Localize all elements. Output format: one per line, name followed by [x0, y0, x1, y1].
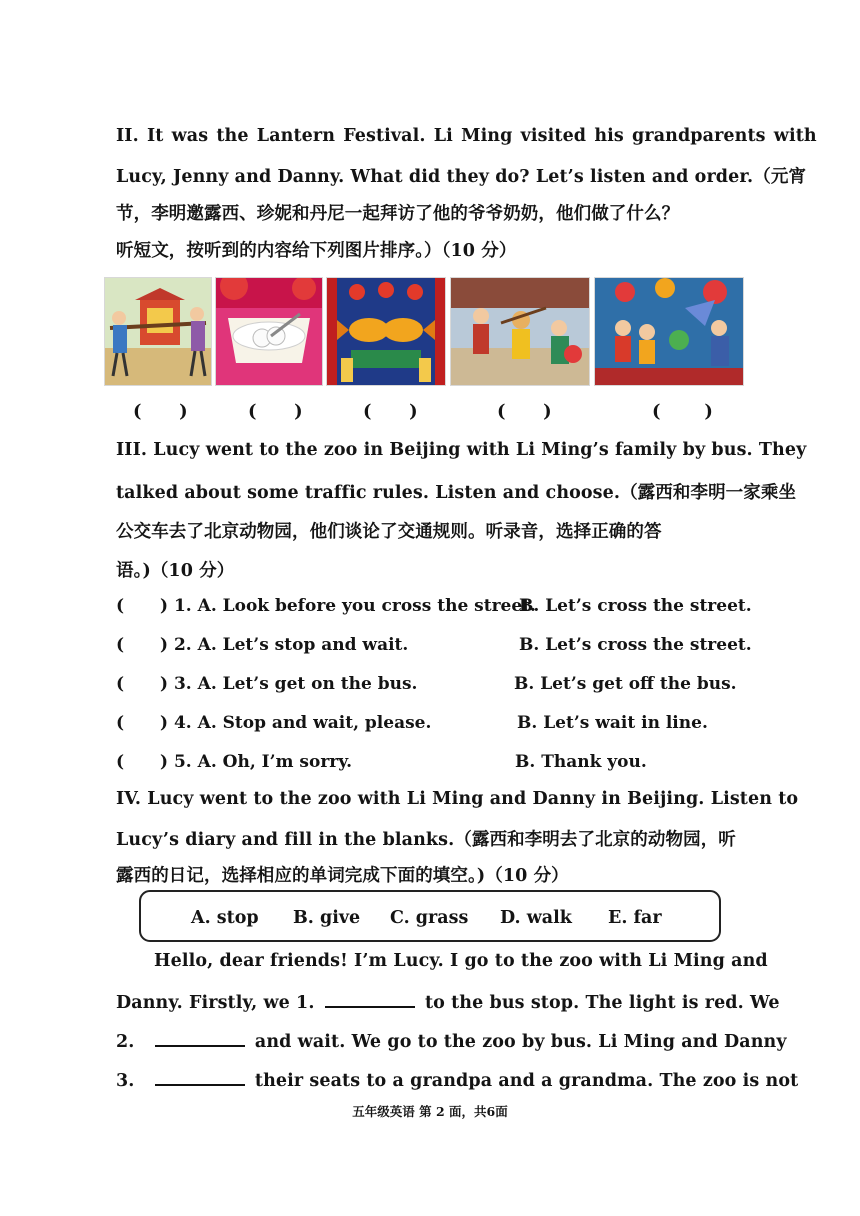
question-row-1: [116, 596, 756, 620]
picture-sedan-chair: [104, 277, 212, 386]
question-4-option-a: ) 4. A. Stop and wait, please.: [160, 713, 432, 733]
answer-slot-5[interactable]: ( ): [652, 401, 713, 422]
answer-slot-1[interactable]: ( ): [133, 401, 188, 422]
question-3-bracket[interactable]: (: [116, 674, 125, 694]
section3-line-2: talked about some traffic rules. Listen and choose.（露西和李明一家乘坐: [116, 483, 797, 503]
word-bank-option-e: E. far: [608, 908, 662, 928]
word-bank-option-c: C. grass: [390, 908, 469, 928]
word-bank-option-a: A. stop: [191, 908, 259, 928]
question-row-3: [116, 674, 756, 698]
question-2-option-a: ) 2. A. Let’s stop and wait.: [160, 635, 409, 655]
question-4-bracket[interactable]: (: [116, 713, 125, 733]
question-2-option-b: B. Let’s cross the street.: [519, 635, 752, 655]
section4-line-1: IV. Lucy went to the zoo with Li Ming and Danny in Beijing. Listen to: [116, 789, 799, 809]
section2-line-2: Lucy, Jenny and Danny. What did they do? Let’s listen and order.（元宵: [116, 167, 807, 187]
picture-lantern-fair: [594, 277, 744, 386]
word-bank-box: [139, 890, 721, 942]
question-2-bracket[interactable]: (: [116, 635, 125, 655]
section3-line-3: 公交车去了北京动物园，他们谈论了交通规则。听录音，选择正确的答: [116, 522, 662, 542]
word-bank-option-d: D. walk: [500, 908, 572, 928]
question-5-option-a: ) 5. A. Oh, I’m sorry.: [160, 752, 353, 772]
question-row-2: [116, 635, 756, 659]
passage-line-1: Hello, dear friends! I’m Lucy. I go to the zoo with Li Ming and: [154, 951, 768, 971]
passage-line-3: [116, 1029, 787, 1052]
blank-2[interactable]: [155, 1029, 245, 1047]
question-3-option-a: ) 3. A. Let’s get on the bus.: [160, 674, 418, 694]
passage-line-4: [116, 1068, 798, 1091]
question-1-option-b: B. Let’s cross the street.: [519, 596, 752, 616]
passage-line-4-end: their seats to a grandpa and a grandma. The zoo is not: [254, 1071, 799, 1091]
question-1-bracket[interactable]: (: [116, 596, 125, 616]
passage-line-2-start: Danny. Firstly, we 1.: [116, 993, 315, 1013]
question-row-5: [116, 752, 756, 776]
picture-strip: [104, 277, 744, 385]
section2-line-4: 听短文，按听到的内容给下列图片排序。）（10 分）: [116, 241, 517, 261]
picture-monkey-king: [450, 277, 590, 386]
question-3-option-b: B. Let’s get off the bus.: [514, 674, 737, 694]
blank-3-number: 3.: [116, 1071, 135, 1091]
page-footer: 五年级英语 第 2 面，共6面: [352, 1104, 508, 1119]
blank-3[interactable]: [155, 1068, 245, 1086]
picture-fish-lanterns: [326, 277, 446, 386]
passage-line-2-end: to the bus stop. The light is red. We: [424, 993, 780, 1013]
answer-slot-4[interactable]: ( ): [497, 401, 552, 422]
question-5-option-b: B. Thank you.: [515, 752, 647, 772]
answer-slot-3[interactable]: ( ): [363, 401, 418, 422]
passage-line-3-end: and wait. We go to the zoo by bus. Li Ming and Danny: [254, 1032, 787, 1052]
question-row-4: [116, 713, 756, 737]
passage-line-2: [116, 990, 780, 1013]
section2-line-1: II. It was the Lantern Festival. Li Ming visited his grandparents with: [116, 126, 817, 146]
section2-line-3: 节，李明邀露西、珍妮和丹尼一起拜访了他的爷爷奶奶，他们做了什么？: [116, 204, 680, 224]
blank-2-number: 2.: [116, 1032, 135, 1052]
question-5-bracket[interactable]: (: [116, 752, 125, 772]
blank-1[interactable]: [325, 990, 415, 1008]
answer-slot-2[interactable]: ( ): [248, 401, 303, 422]
question-1-option-a: ) 1. A. Look before you cross the street.: [160, 596, 536, 616]
picture-sweet-dumplings: [215, 277, 323, 386]
word-bank-option-b: B. give: [293, 908, 361, 928]
question-4-option-b: B. Let’s wait in line.: [517, 713, 708, 733]
answer-slots-row: [0, 401, 860, 425]
section4-line-2: Lucy’s diary and fill in the blanks.（露西和李明去了北京的动物园，听: [116, 830, 736, 850]
section3-line-1: III. Lucy went to the zoo in Beijing with Li Ming’s family by bus. They: [116, 440, 807, 460]
section4-line-3: 露西的日记，选择相应的单词完成下面的填空。)（10 分）: [116, 866, 569, 886]
section3-line-4: 语。)（10 分）: [116, 561, 235, 581]
